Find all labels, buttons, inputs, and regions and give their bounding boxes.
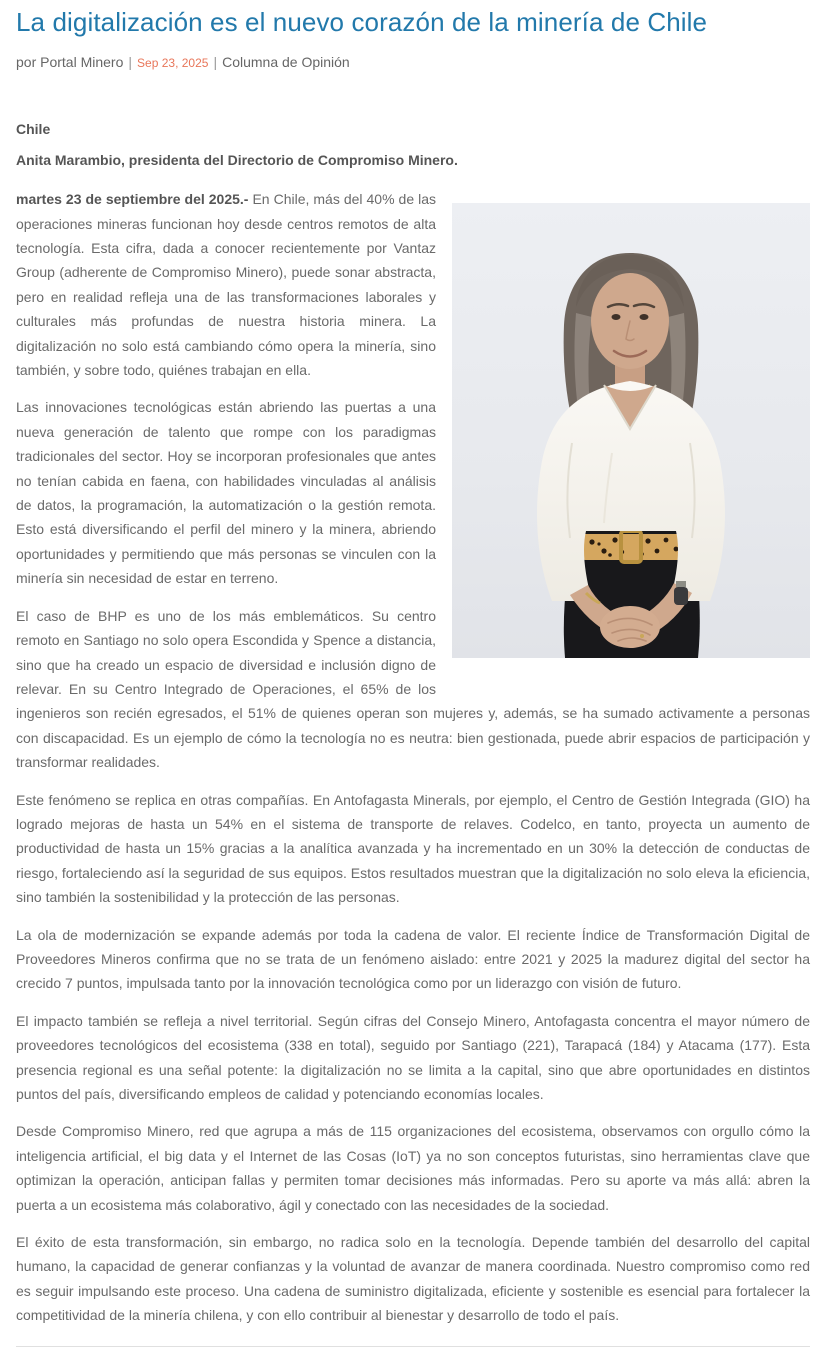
page-title: La digitalización es el nuevo corazón de la minería de Chile	[16, 7, 708, 37]
location-label: Chile	[16, 121, 51, 138]
article-paragraph-2: Las innovaciones tecnológicas están abriendo las puertas a una nueva generación de talento que rompe con los paradigmas tradicionales del sector. Hoy se incorporan profesionales que antes no tenían cabida en faena, con habilidades vinculadas al análisis de datos, la programación, la automatización o la gestión remota. Esto está diversificando el perfil del minero y la minera, abriendo oportunidades y permitiendo que más personas se vinculen con la minería sin necesidad de estar en terreno.	[16, 399, 436, 587]
category-link[interactable]: Columna de Opinión	[222, 54, 350, 71]
article-paragraph-4: Este fenómeno se replica en otras compañías. En Antofagasta Minerals, por ejemplo, el Centro de Gestión Integrada (GIO) ha logrado mejoras de hasta un 54% en el sistema de transporte de relaves. Codelco, en tanto, proyecta un aumento de productividad de hasta un 15% gracias a la analítica avanzada y ha incrementado en un 30% la detección de conductas de riesgo, fortaleciendo así la seguridad de sus equipos. Estos resultados muestran que la digitalización no solo eleva la eficiencia, sino también la sostenibilidad y la protección de las personas.	[16, 791, 810, 906]
post-date: Sep 23, 2025	[137, 56, 209, 71]
byline	[16, 54, 810, 70]
byline-separator-1: |	[128, 54, 133, 71]
paragraph-text: En Chile, más del 40% de las operaciones mineras funcionan hoy desde centros remotos de alta tecnología. Esta cifra, dada a conocer recientemente por Vantaz Group (adherente de Compromiso Minero), puede sonar abstracta, pero en realidad refleja una de las transformaciones laborales y culturales más profundas de nuestra historia minera. La digitalización no solo está cambiando cómo opera la minería, sino también, y sobre todo, quiénes trabajan en ella.	[16, 191, 437, 379]
portrait-photo-illustration	[452, 203, 810, 658]
portrait-photo	[452, 203, 810, 658]
byline-prefix: por	[16, 54, 41, 71]
author-link[interactable]: Portal Minero	[40, 54, 124, 71]
article-content	[16, 117, 810, 1346]
article-paragraph-6: El impacto también se refleja a nivel territorial. Según cifras del Consejo Minero, Antofagasta concentra el mayor número de proveedores tecnológicos del ecosistema (338 en total), seguido por Santiago (221), Tarapacá (184) y Atacama (177). Esta presencia regional es una señal potente: la digitalización no se limita a la capital, sino que abre oportunidades en distintos puntos del país, diversificando empleos de calidad y potenciando economías locales.	[16, 1012, 810, 1102]
article-paragraph-3: El caso de BHP es uno de los más emblemáticos. Su centro remoto en Santiago no solo opera Escondida y Spence a distancia, sino que ha creado un espacio de diversidad e inclusión digno de relevar. En su Centro Integrado de Operaciones, el 65% de los ingenieros son recién egresados, el 51% de quienes operan son mujeres y, además, se ha sumado activamente a personas con discapacidad. Es un ejemplo de cómo la tecnología no es neutra: bien gestionada, puede abrir espacios de participación y transformar realidades.	[16, 607, 810, 771]
article-paragraph-8: El éxito de esta transformación, sin embargo, no radica solo en la tecnología. Depende también del desarrollo del capital humano, la capacidad de generar confianzas y la voluntad de avanzar de manera coordinada. Nuestro compromiso como red es seguir impulsando este proceso. Una cadena de suministro digitalizada, eficiente y sostenible es esencial para fortalecer la competitividad de la minería chilena, y con ello contribuir al bienestar y desarrollo de todo el país.	[16, 1234, 810, 1324]
article-paragraph-5: La ola de modernización se expande además por toda la cadena de valor. El reciente Índice de Transformación Digital de Proveedores Mineros confirma que no se trata de un fenómeno aislado: entre 2021 y 2025 la madurez digital del sector ha crecido 7 puntos, impulsada tanto por la innovación tecnológica como por un liderazgo con visión de futuro.	[16, 926, 810, 992]
paragraph-date-lead: martes 23 de septiembre del 2025.-	[16, 191, 249, 208]
author-byline: Anita Marambio, presidenta del Directorio de Compromiso Minero.	[16, 151, 458, 168]
byline-separator-2: |	[213, 54, 218, 71]
leopard-belt	[580, 534, 684, 560]
article-paragraph-7: Desde Compromiso Minero, red que agrupa a más de 115 organizaciones del ecosistema, observamos con orgullo cómo la inteligencia artificial, el big data y el Internet de las Cosas (IoT) ya no son conceptos futuristas, sino herramientas clave que optimizan la operación, anticipan fallas y permiten tomar decisiones más informadas. Pero su aporte va más allá: abren la puerta a un ecosistema más colaborativo, ágil y conectado con las necesidades de la sociedad.	[16, 1123, 810, 1213]
